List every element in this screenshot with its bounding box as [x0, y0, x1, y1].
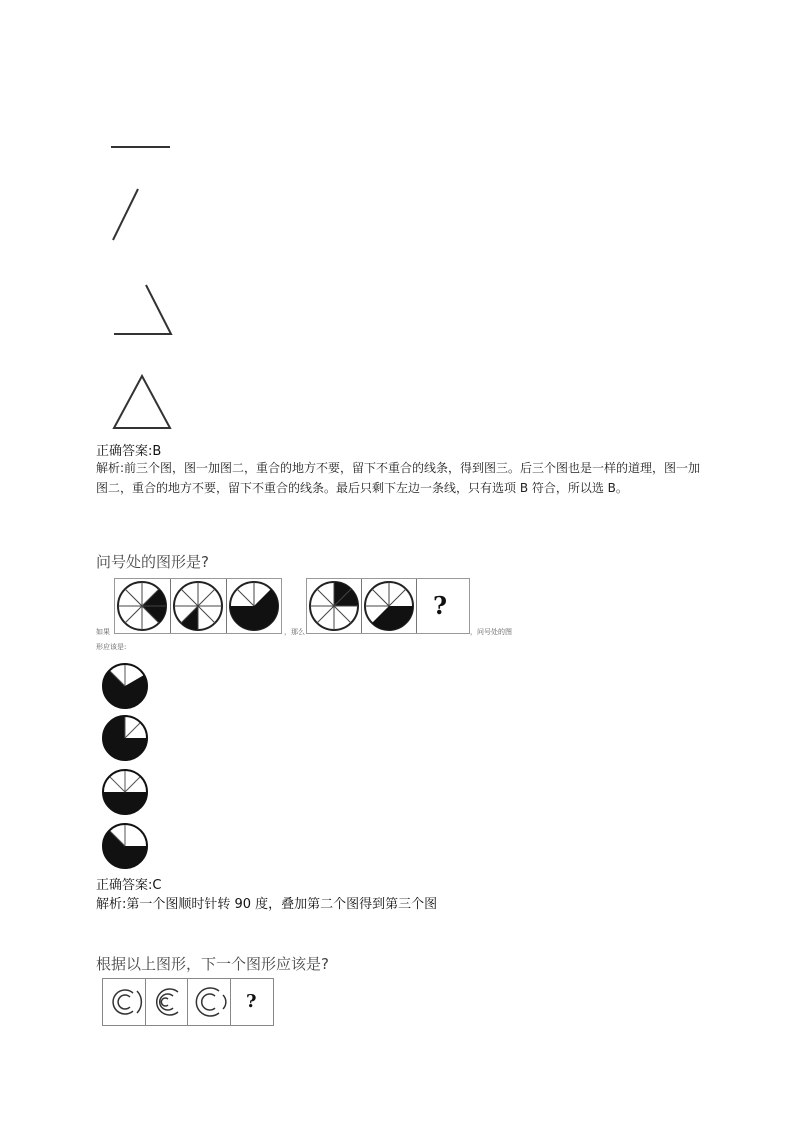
question-mark: ? — [246, 991, 257, 1012]
connector-text: 如果 — [96, 628, 110, 636]
answer-label: 正确答案:C — [96, 878, 162, 893]
connector-text: ，问号处的图 — [470, 628, 512, 636]
option-figure-triangle — [108, 372, 178, 434]
question-figure-strip — [96, 578, 536, 658]
frame-box-2 — [306, 578, 470, 634]
explanation-text — [96, 458, 736, 498]
option-c-pie — [100, 768, 152, 822]
frame-box-1 — [114, 578, 282, 634]
sequence-box-question — [230, 978, 274, 1026]
answer-label: 正确答案:B — [96, 444, 162, 459]
sequence-box-2 — [145, 978, 188, 1026]
explanation-text: 解析:第一个图顺时针转 90 度，叠加第二个图得到第三个图 — [96, 897, 438, 912]
sequence-box-3 — [187, 978, 231, 1026]
option-figure-open-angle — [108, 282, 178, 340]
connector-text: ，那么 — [284, 628, 305, 636]
question-title: 问号处的图形是? — [96, 553, 209, 571]
explanation-line: 解析:前三个图，图一加图二，重合的地方不要，留下不重合的线条，得到图三。后三个图也是一样的道理，图一加 — [96, 461, 701, 475]
option-figure-horizontal-line — [108, 140, 178, 156]
option-a-pie — [100, 662, 152, 716]
connector-text: 形应该是: — [96, 643, 127, 651]
question-mark: ? — [433, 591, 448, 620]
sequence-strip — [102, 978, 274, 1026]
option-d-pie — [100, 822, 152, 876]
sequence-box-1 — [102, 978, 146, 1026]
explanation-line: 图二，重合的地方不要，留下不重合的线条。最后只剩下左边一条线，只有选项 B 符合，所以选 B。 — [96, 481, 628, 495]
option-figure-slanted-line — [108, 185, 148, 245]
question-title: 根据以上图形，下一个图形应该是? — [96, 955, 329, 973]
option-b-pie — [100, 714, 152, 768]
